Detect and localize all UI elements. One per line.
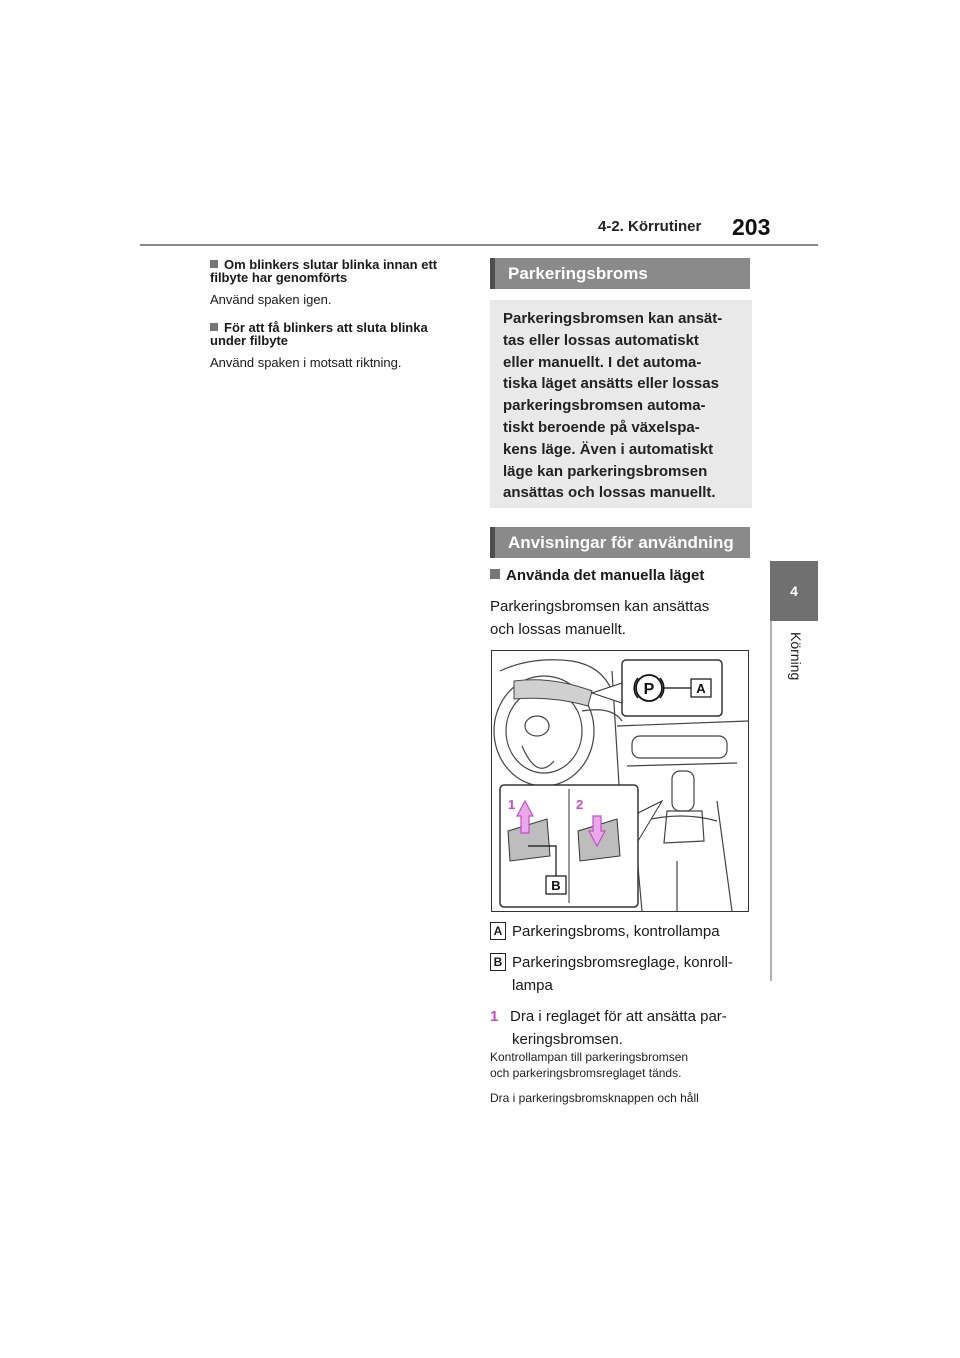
left-item-heading: För att få blinkers att sluta blinka under filbyte [210,320,428,348]
intro-line: ansättas och lossas manuellt. [503,484,716,502]
square-bullet-icon [210,260,218,268]
intro-line: kens läge. Även i automatiskt [503,440,714,458]
callout-b-label: B [551,878,561,893]
square-bullet-icon [210,323,218,331]
intro-line: Parkeringsbromsen kan ansät- [503,310,723,327]
intro-line: läge kan parkeringsbromsen [503,462,708,480]
callout-a-label: A [696,681,706,696]
left-item-heading: Om blinkers slutar blinka innan ett filbyte har genomförts [210,257,438,285]
left-item-body: Använd spaken i motsatt riktning. [210,355,402,370]
chapter-title: Körning [788,632,804,681]
left-item-1 [210,258,470,307]
intro-line: parkeringsbromsen automa- [503,397,706,415]
intro-line: eller manuellt. I det automa- [503,353,702,371]
step-number: 1 [490,1008,499,1025]
page-number: 203 [732,214,771,240]
p-indicator-symbol: P [643,681,655,698]
left-item-body: Använd spaken igen. [210,292,332,307]
side-rule [770,621,772,981]
section-label: 4-2. Körrutiner [598,218,702,235]
intro-line: tiska läget ansätts eller lossas [503,375,719,393]
left-column [210,258,470,384]
legend-tag-a: A [490,922,506,940]
square-bullet-icon [490,569,500,579]
legend-tag-b: B [490,953,506,971]
step2-label: 2 [576,797,584,812]
intro-line: tas eller lossas automatiskt [503,331,699,349]
header-rule [140,244,818,246]
banner-anvisningar: Anvisningar för användning [490,527,750,558]
banner-parkeringsbroms: Parkeringsbroms [490,258,750,289]
intro-box [490,300,752,508]
mode-heading: Använda det manuella läget [490,567,704,584]
chapter-tab: 4 [770,561,818,621]
note-1: Kontrollampan till parkeringsbromsen och parkeringsbromsreglaget tänds. [490,1050,689,1080]
legend-a: A Parkeringsbroms, kontrollampa [490,920,752,943]
step1-label: 1 [508,797,516,812]
intro-line: tiskt beroende på växelspa- [503,418,700,436]
legend-b: B Parkeringsbromsreglage, konroll- lampa [490,951,752,997]
parking-brake-illustration [491,650,749,912]
mode-body: Parkeringsbromsen kan ansättas och lossas manuellt. [490,598,710,638]
left-item-2 [210,321,470,370]
step-1: 1 Dra i reglaget för att ansätta par- keringsbromsen. [490,1005,752,1051]
note-2: Dra i parkeringsbromsknappen och håll [490,1091,699,1105]
car-interior-drawing [492,651,748,911]
